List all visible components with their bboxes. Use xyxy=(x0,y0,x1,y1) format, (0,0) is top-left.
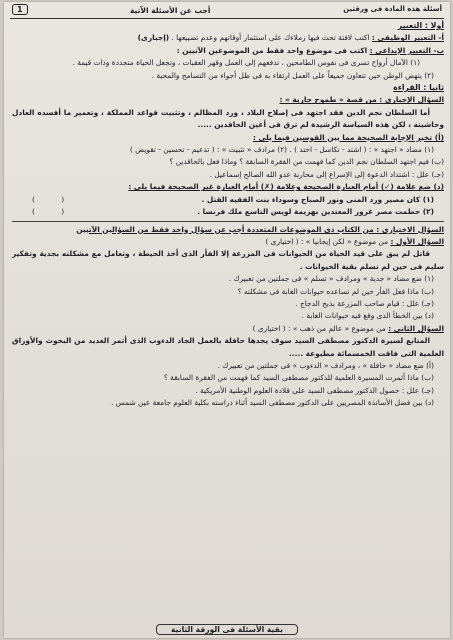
footer xyxy=(4,624,450,635)
header xyxy=(10,4,444,17)
exam-title: أسئلة هذه المادة فى ورقتين xyxy=(343,5,442,13)
mandatory-q1-line: (١) مضاد « اجتهد » : ( اشتد - تكاسل - احتد ) . (٢) مرادف « تثبيت » : ( تدعيم - تحسين - تقويض ) xyxy=(129,145,434,155)
exam-content xyxy=(12,20,444,410)
question-text: اكتب لافتة تحث فيها زملاءك على استثمار أوقاتهم وعدم تضييعها . xyxy=(171,33,370,43)
question-tag: ( اختيارى ) xyxy=(252,323,286,333)
question-label: أ- التعبير الوظيفى : xyxy=(371,33,444,43)
question-tag: (إجبارى) xyxy=(137,33,170,43)
section-title-expression: أولا : التعبير xyxy=(397,21,444,30)
creative-topic-1: (١) الآمال أرواح تسرى فى نفوس الطامحين ، تدفعهم إلى العمل وقهر العقبات ، وتجعل الحياة متجددة وذات قيمة . xyxy=(72,58,420,68)
optional-question-label: السؤال الاختيارى : من الكتاب ذى الموضوعات المتعددة أجب عن سؤال واحد فقط من السؤالين الآتيين xyxy=(76,224,444,234)
optional-q2-passage: المتابع لسيرة الدكتور مصطفى السيد سوف يجدها حافلة بالعمل الجاد الدءوب الذى أثمر العديد من البحوث والأوراق العلمية التى فاقت الخمسمائة مطبوعة ..... xyxy=(12,336,444,358)
optional-q2-a: (أ) ضع مضاد « حافلة » ، ومرادف « الدءوب » فى جملتين من تعبيرك . xyxy=(217,360,434,370)
optional-q2-c: (جـ) علل : حصول الدكتور مصطفى السيد على قلادة العلوم الوطنية الأمريكية . xyxy=(195,385,434,395)
mandatory-q2: (ب) فيم اجتهد السلطان نجم الدين كما فهمت من الفقرة السابقة ؟ وماذا فعل بالحاقدين ؟ xyxy=(169,157,444,167)
exam-sheet xyxy=(4,2,450,638)
mandatory-q1-label: (أ) تخير الإجابة الصحيحة مما بين القوسين فيما يلى : xyxy=(252,132,444,142)
question-label: السؤال الأول : xyxy=(390,236,444,246)
question-tag: ( اختيارى ) xyxy=(265,236,299,246)
mandatory-question-label: السؤال الإجبارى : من قصة « طموح جارية » : xyxy=(279,95,444,105)
footer-note: بقية الأسئلة فى الورقة الثانية xyxy=(156,624,298,635)
section-title-reading: ثانيا : القراءة xyxy=(393,83,444,93)
optional-q2-d: (د) بين فضل الأساتذة المصريين على الدكتور مصطفى السيد أثناء دراسته بكلية العلوم جامعة عين شمس . xyxy=(111,398,434,408)
question-topic: من موضوع « لكن إيجابيا » : xyxy=(300,236,389,246)
mandatory-q3: (جـ) علل : اشتداد الدعوة إلى الإسراع إلى محاربة عدو الله الصالح إسماعيل . xyxy=(209,169,444,179)
creative-topic-2: (٢) يتهض الوطن حين تتعاون جميعاً على العمل ارتقاء به فى ظل أجواء من التسامح والمحبة . xyxy=(151,70,434,80)
statement-text: (٢) حطمت مصر غرور المعتدين بهزيمة لويس التاسع ملك فرنسا . xyxy=(197,207,434,217)
section-divider xyxy=(12,221,444,222)
optional-q1-b: (ب) ماذا فعل الفأر حين لم تساعده حيوانات الغابة فى مشكلته ؟ xyxy=(237,286,434,296)
mandatory-passage: أما السلطان نجم الدين فقد اجتهد فى إصلاح البلاد ، ورد المظالم ، وتثبيت قواعد المملكة ، وتعمير ما أفسده العادل وحاشيته ، لكن هذه السياسة الرشيدة لم ترق فى أعين الحاقدين ..... xyxy=(12,107,444,130)
functional-expression-question xyxy=(12,32,444,44)
optional-q2-b: (ب) ماذا أثمرت المسيرة العلمية للدكتور مصطفى السيد كما فهمت من الفقرة السابقة ؟ xyxy=(163,373,434,383)
optional-q1-d: (د) بين الخطأ الذى وقع فيه حيوانات الغابة . xyxy=(301,311,434,321)
statement-text: (١) كان مصير ورد المنى ونور الصباح وسوداء بنت الفقيه القتل . xyxy=(201,194,434,204)
question-label: السؤال الثانى : xyxy=(388,323,444,333)
page-number: 1 xyxy=(12,4,28,15)
answer-blank: ( ) xyxy=(32,207,77,217)
mandatory-q4-label: (د) ضع علامة (✓) أمام العبارة الصحيحة وعلامة (✗) أمام العبارة غير الصحيحة فيما يلى : xyxy=(128,182,444,192)
header-divider xyxy=(10,18,444,19)
optional-q2-header xyxy=(12,323,444,335)
question-topic: من موضوع « عالم من ذهب » : xyxy=(288,323,386,333)
optional-q1-passage: قاتل لم يبق على قيد الحياة من الحيوانات فى المزرعة إلا الفأر الذى أخذ الحيطة ، وتعامل مع مشكلته بجدية وتفكير سليم فى حين لم تسلم بقية الحيوانات . xyxy=(12,249,444,271)
question-label: ب- التعبير الإبداعى : xyxy=(369,45,444,55)
creative-expression-question xyxy=(12,45,444,57)
question-text: اكتب فى موضوع واحد فقط من الموضوعين الآتيين : xyxy=(176,45,368,55)
answer-blank: ( ) xyxy=(32,194,77,204)
optional-q1-a: (١) ضع مضاد « جدية » ومرادف « تسلم » فى جملتين من تعبيرك . xyxy=(228,274,434,284)
mandatory-q4-item-1 xyxy=(12,194,444,206)
optional-q1-c: (جـ) علل : قيام صاحب المزرعة بذبح الدجاج . xyxy=(295,298,434,308)
optional-q1-header xyxy=(12,236,444,248)
mandatory-q4-item-2 xyxy=(12,206,444,218)
exam-instruction: أجب عن الأسئلة الآتية xyxy=(130,6,211,15)
